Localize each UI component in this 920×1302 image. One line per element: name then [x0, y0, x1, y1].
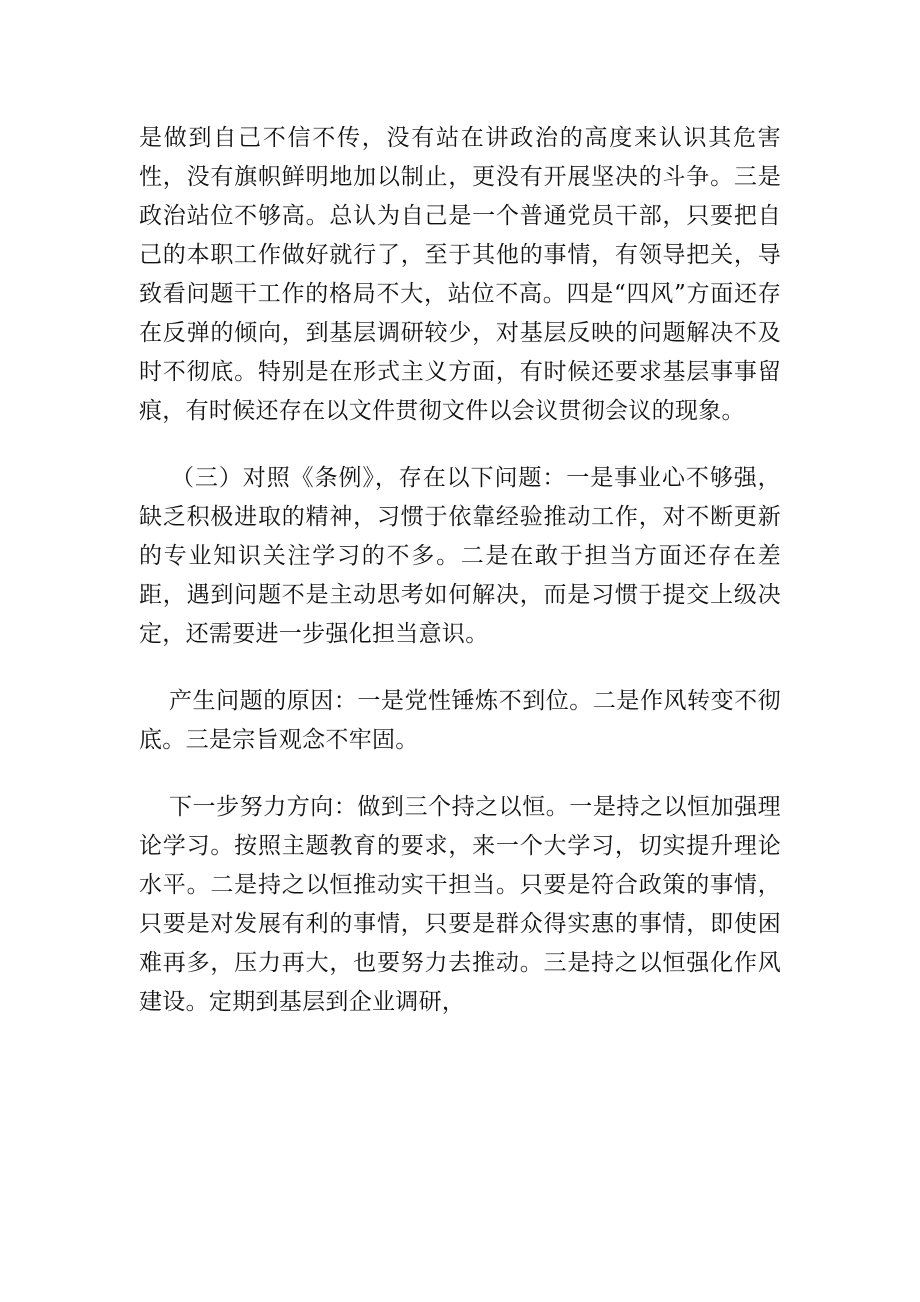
paragraph-causes: 产生问题的原因：一是党性锤炼不到位。二是作风转变不彻底。三是宗旨观念不牢固。: [139, 688, 781, 753]
paragraph-continuation: 是做到自己不信不传，没有站在讲政治的高度来认识其危害性，没有旗帜鲜明地加以制止，更没有开展坚决的斗争。三是政治站位不够高。总认为自己是一个普通党员干部，只要把自己的本职工作做好就行了，至于其他的事情，有领导把关，导致看问题干工作的格局不大，站位不高。四是“四风”方面还存在反弹的倾向，到基层调研较少，对基层反映的问题解决不及时不彻底。特别是在形式主义方面，有时候还要求基层事事留痕，有时候还存在以文件贯彻文件以会议贯彻会议的现象。: [139, 125, 781, 424]
document-body: [139, 119, 781, 1022]
paragraph-next-steps: 下一步努力方向：做到三个持之以恒。一是持之以恒加强理论学习。按照主题教育的要求，来一个大学习，切实提升理论水平。二是持之以恒推动实干担当。只要是符合政策的事情，只要是对发展有利的事情，只要是群众得实惠的事情，即使困难再多，压力再大，也要努力去推动。三是持之以恒强化作风建设。定期到基层到企业调研，: [139, 794, 781, 1015]
paragraph-regulations-issues: （三）对照《条例》，存在以下问题：一是事业心不够强，缺乏积极进取的精神，习惯于依靠经验推动工作，对不断更新的专业知识关注学习的不多。二是在敢于担当方面还存在差距，遇到问题不是主动思考如何解决，而是习惯于提交上级决定，还需要进一步强化担当意识。: [139, 465, 781, 647]
